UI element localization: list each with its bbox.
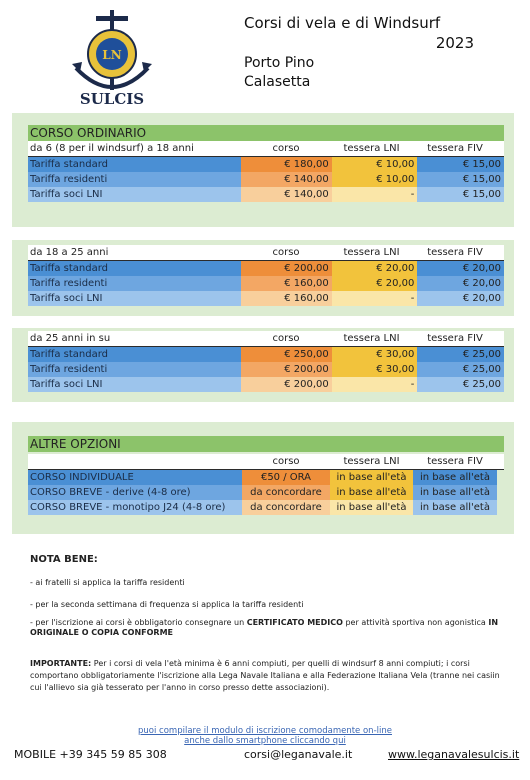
footer-email[interactable]: corsi@leganavale.it [244,748,353,761]
option-label: CORSO INDIVIDUALE [28,470,242,485]
option-corso: da concordare [242,485,330,500]
price-lni: € 30,00 [332,347,418,362]
table-row [28,470,504,485]
table-row [28,157,504,172]
price-corso: € 140,00 [241,187,332,202]
price-corso: € 200,00 [241,261,332,276]
option-lni: in base all'età [330,500,413,515]
location-calasetta: Calasetta [244,74,311,90]
section-title-ordinario: CORSO ORDINARIO [28,125,504,141]
price-corso: € 140,00 [241,172,332,187]
footer-website[interactable]: www.leganavalesulcis.it [388,748,520,761]
col-header-corso: corso [272,247,300,258]
opzioni-block [28,436,504,515]
option-lni: in base all'età [330,470,413,485]
price-lni: - [332,377,418,392]
col-header-fiv: tessera FIV [427,333,483,344]
ordinario-block-1 [28,125,504,202]
price-fiv: € 15,00 [417,187,504,202]
price-corso: € 200,00 [241,377,332,392]
price-lni: € 20,00 [332,276,418,291]
price-fiv: € 25,00 [417,377,504,392]
table-header-row [28,454,504,470]
age-range-label: da 25 anni in su [30,333,111,344]
age-range-label: da 18 a 25 anni [30,247,109,258]
option-label: CORSO BREVE - derive (4-8 ore) [28,485,242,500]
row-label: Tariffa residenti [28,362,241,377]
importante-label: IMPORTANTE: [30,659,92,668]
note-certificato-medico: CERTIFICATO MEDICO [246,618,343,627]
online-form-link-line1[interactable]: puoi compilare il modulo di iscrizione comodamente on-line [138,726,392,736]
price-corso: € 200,00 [241,362,332,377]
price-fiv: € 15,00 [417,172,504,187]
note-certificato [30,618,510,638]
price-corso: € 160,00 [241,276,332,291]
ordinario-block-3 [28,331,504,392]
price-corso: € 160,00 [241,291,332,306]
row-label: Tariffa soci LNI [28,377,241,392]
price-lni: € 30,00 [332,362,418,377]
price-corso: € 180,00 [241,157,332,172]
table-header-row [28,331,504,347]
option-lni: in base all'età [330,485,413,500]
option-corso: da concordare [242,500,330,515]
price-lni: - [332,187,418,202]
table-header-row [28,141,504,157]
empty-header [28,454,242,469]
ordinario-block-2 [28,245,504,306]
price-fiv: € 25,00 [417,347,504,362]
row-label: Tariffa standard [28,157,241,172]
svg-text:LN: LN [102,48,122,62]
col-header-corso: corso [272,456,300,467]
note-seconda-settimana: - per la seconda settimana di frequenza si applica la tariffa residenti [30,600,304,609]
table-row [28,485,504,500]
option-fiv: in base all'età [413,470,497,485]
table-row [28,291,504,306]
table-row [28,172,504,187]
note-certificato-part2: per attività sportiva non agonistica [342,618,489,627]
age-range-label: da 6 (8 per il windsurf) a 18 anni [30,143,194,154]
online-form-link-line2[interactable]: anche dallo smartphone cliccando qui [184,736,346,746]
row-label: Tariffa standard [28,261,241,276]
option-fiv: in base all'età [413,500,497,515]
importante-text: Per i corsi di vela l'età minima è 6 anni compiuti, per quelli di windsurf 8 anni compiuti; i corsi comportano obbligatoriamente l'iscrizione alla Lega Navale Italiana e alla Federazione Italiana Vela (tranne nei casiin cui l'allievo sia già tesserato per l'anno in corso presso dette associazioni). [30,659,500,692]
note-importante [30,658,510,694]
footer-mobile: MOBILE +39 345 59 85 308 [14,748,167,761]
table-row [28,377,504,392]
col-header-lni: tessera LNI [343,143,400,154]
col-header-fiv: tessera FIV [427,456,483,467]
note-certificato-part1: - per l'iscrizione ai corsi è obbligatorio consegnare un [30,618,247,627]
price-fiv: € 20,00 [417,291,504,306]
price-fiv: € 15,00 [417,157,504,172]
row-label: Tariffa residenti [28,172,241,187]
price-fiv: € 20,00 [417,261,504,276]
price-corso: € 250,00 [241,347,332,362]
col-header-corso: corso [272,143,300,154]
table-row [28,347,504,362]
notes-title: NOTA BENE: [30,554,98,565]
logo-text: SULCIS [79,90,145,108]
row-label: Tariffa residenti [28,276,241,291]
section-title-opzioni: ALTRE OPZIONI [28,436,504,452]
page-year: 2023 [435,34,474,52]
col-header-lni: tessera LNI [343,333,400,344]
table-row [28,187,504,202]
col-header-corso: corso [272,333,300,344]
price-fiv: € 25,00 [417,362,504,377]
col-header-lni: tessera LNI [343,247,400,258]
price-lni: € 20,00 [332,261,418,276]
row-label: Tariffa standard [28,347,241,362]
col-header-fiv: tessera FIV [427,143,483,154]
option-corso: €50 / ORA [242,470,330,485]
table-row [28,261,504,276]
col-header-lni: tessera LNI [343,456,400,467]
note-fratelli: - ai fratelli si applica la tariffa residenti [30,578,185,587]
location-porto-pino: Porto Pino [244,55,315,71]
row-label: Tariffa soci LNI [28,291,241,306]
price-fiv: € 20,00 [417,276,504,291]
price-lni: € 10,00 [332,172,418,187]
table-row [28,362,504,377]
note-copia-conforme: IN ORIGINALE O COPIA CONFORME [30,618,499,637]
table-header-row [28,245,504,261]
price-lni: € 10,00 [332,157,418,172]
row-label: Tariffa soci LNI [28,187,241,202]
option-fiv: in base all'età [413,485,497,500]
price-lni: - [332,291,418,306]
option-label: CORSO BREVE - monotipo J24 (4-8 ore) [28,500,242,515]
table-row [28,276,504,291]
table-row [28,500,504,515]
col-header-fiv: tessera FIV [427,247,483,258]
page-title: Corsi di vela e di Windsurf [244,14,441,32]
